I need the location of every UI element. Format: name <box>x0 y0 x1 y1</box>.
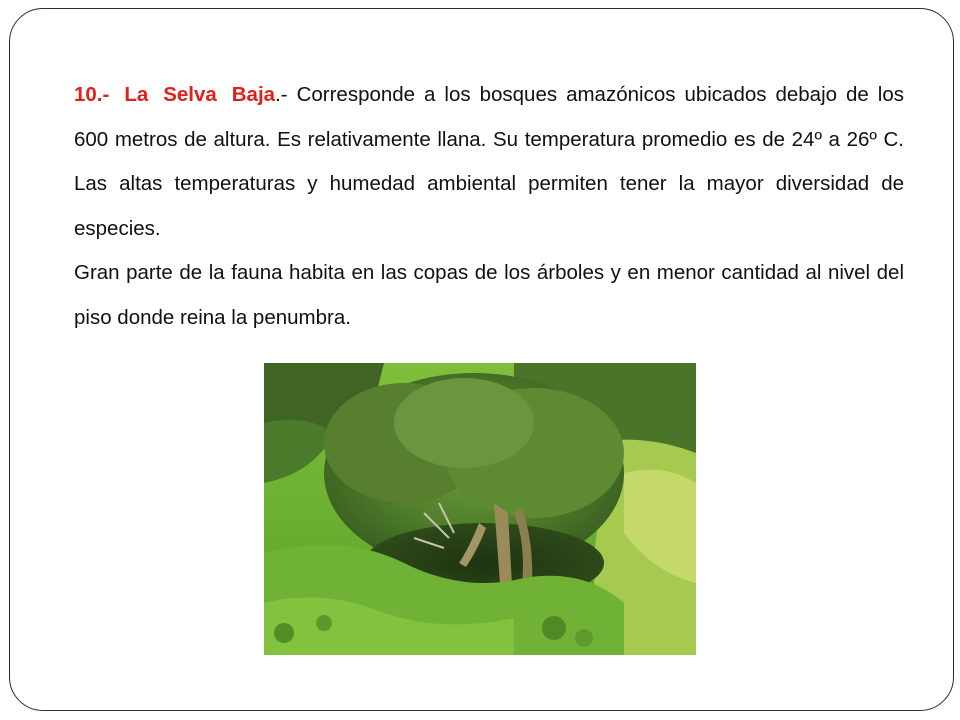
heading-suffix: .- <box>275 83 297 106</box>
heading-number: 10.- <box>74 83 125 106</box>
paragraph-selva-baja <box>74 73 904 251</box>
heading-title: La Selva Baja <box>124 83 276 106</box>
slide-text <box>74 73 904 340</box>
forest-photo <box>264 363 696 655</box>
paragraph-body: Corresponde a los bosques amazónicos ubicados debajo de los 600 metros de altura. Es relativamente llana. Su temperatura promedio es de 24º a 26º C. Las altas temperaturas y humedad ambiental permiten tener la mayor diversidad de especies. <box>74 83 904 240</box>
paragraph-fauna: Gran parte de la fauna habita en las copas de los árboles y en menor cantidad al nivel del piso donde reina la penumbra. <box>74 261 904 329</box>
